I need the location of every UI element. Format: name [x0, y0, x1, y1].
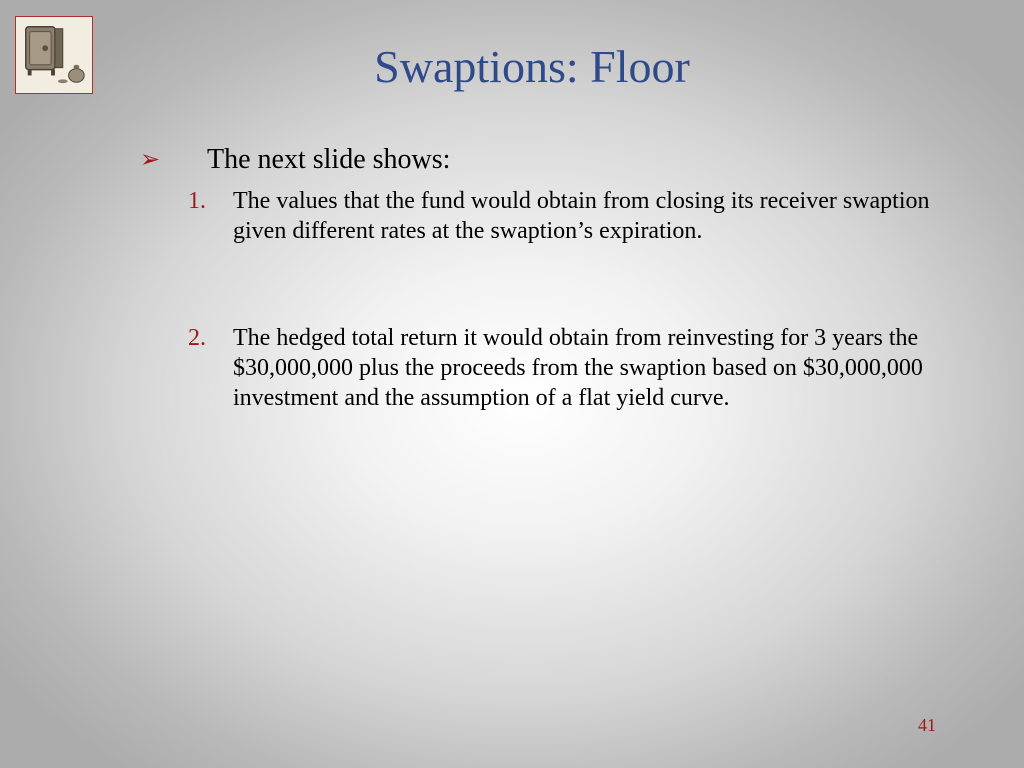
item-text: The hedged total return it would obtain from reinvesting for 3 years the $30,000,000 plus the proceeds from the swaption based on $30,000,000 investment and the assumption of a flat yield curve. [233, 325, 923, 411]
numbered-item [188, 186, 938, 246]
item-number: 2. [188, 325, 206, 351]
item-number: 1. [188, 188, 206, 214]
item-text: The values that the fund would obtain from closing its receiver swaption given different rates at the swaption’s expiration. [233, 188, 930, 244]
slide-title: Swaptions: Floor [374, 41, 690, 92]
page-number: 41 [918, 715, 936, 735]
arrow-bullet-icon: ➢ [140, 147, 161, 173]
bullet-text: The next slide shows: [207, 144, 451, 175]
numbered-item [188, 323, 938, 413]
